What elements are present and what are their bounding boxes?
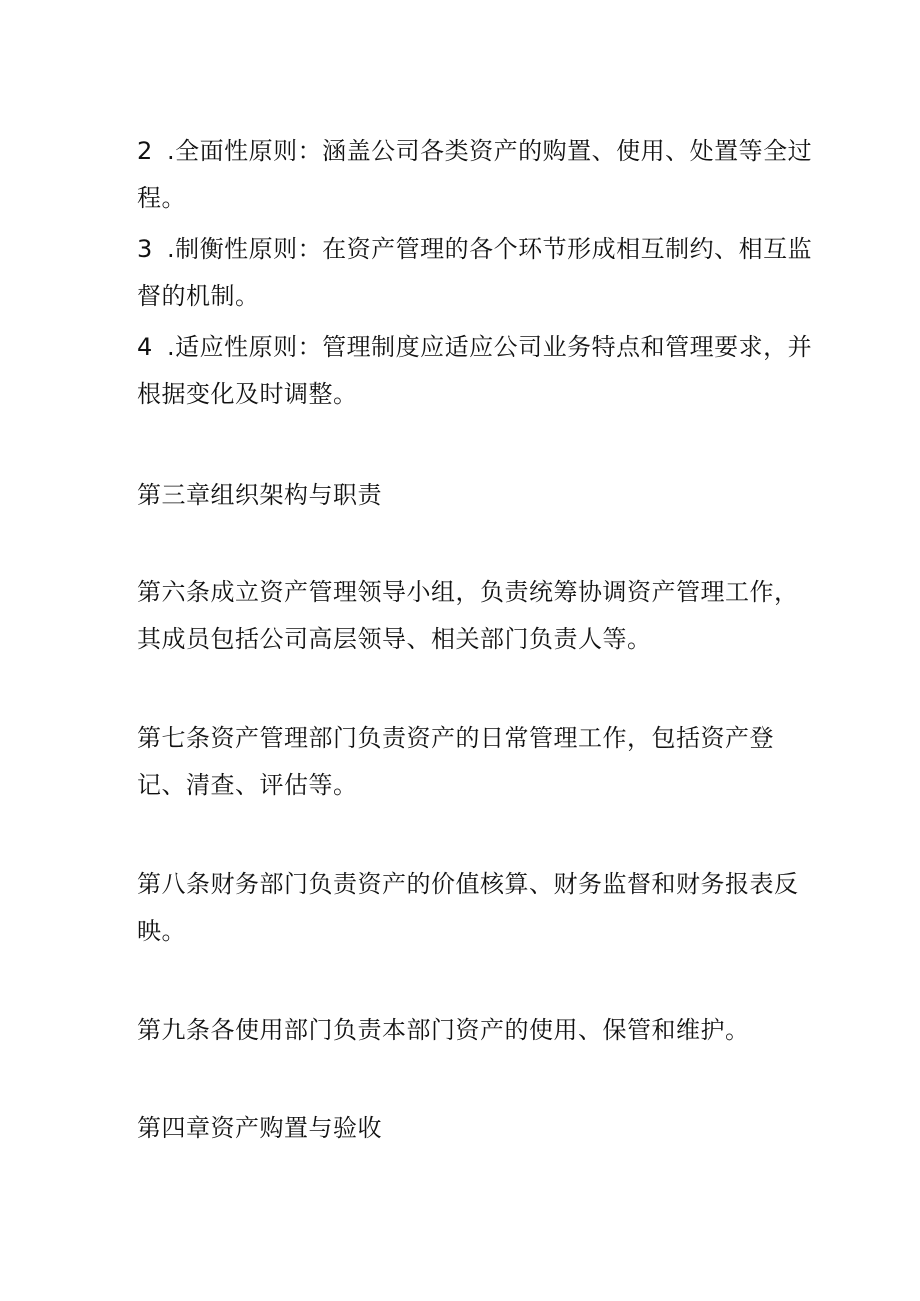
principle-text: .制衡性原则：在资产管理的各个环节形成相互制约、相互监: [167, 235, 813, 263]
article-6: 第六条成立资产管理领导小组，负责统筹协调资产管理工作， 其成员包括公司高层领导、相关部门负责人等。: [137, 578, 799, 653]
chapter-3-title: 第三章组织架构与职责: [137, 481, 382, 509]
chapter-4-title: 第四章资产购置与验收: [137, 1114, 382, 1142]
principle-text: .适应性原则：管理制度应适应公司业务特点和管理要求，并: [167, 333, 813, 361]
article-7: 第七条资产管理部门负责资产的日常管理工作，包括资产登 记、清查、评估等。: [137, 724, 774, 799]
principle-2: [137, 128, 813, 222]
principle-text-continued: 督的机制。: [137, 282, 260, 310]
principle-number: 3: [137, 235, 153, 263]
article-9: 第九条各使用部门负责本部门资产的使用、保管和维护。: [137, 1016, 750, 1044]
principle-3: [137, 226, 813, 320]
principle-text: .全面性原则：涵盖公司各类资产的购置、使用、处置等全过: [167, 137, 813, 165]
principle-text-continued: 程。: [137, 184, 186, 212]
article-8: 第八条财务部门负责资产的价值核算、财务监督和财务报表反 映。: [137, 870, 799, 945]
principle-number: 4: [137, 333, 153, 361]
principle-4: [137, 324, 813, 418]
principle-text-continued: 根据变化及时调整。: [137, 380, 358, 408]
principle-number: 2: [137, 137, 153, 165]
